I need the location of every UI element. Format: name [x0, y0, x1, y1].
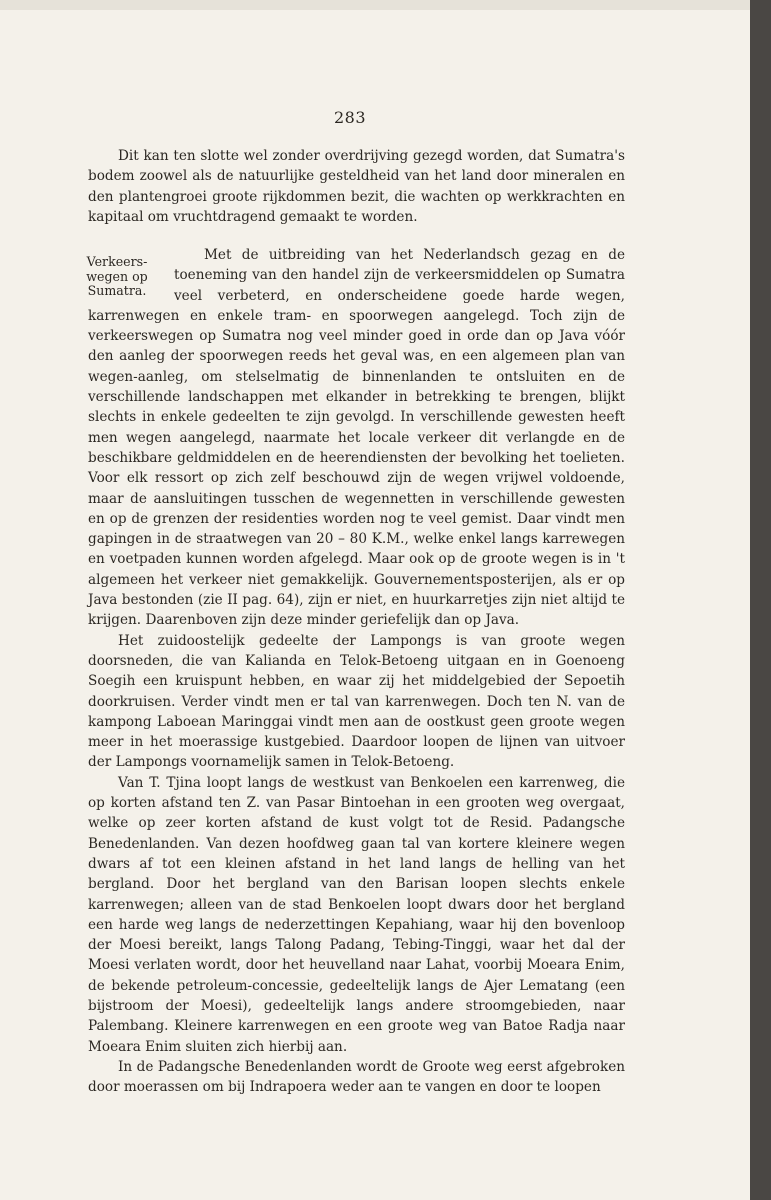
intro-paragraph-block: [88, 146, 625, 227]
main-text-block: [88, 245, 625, 1097]
paragraph-5: In de Padangsche Benedenlanden wordt de Groote weg eerst afgebroken door moerassen om bij Indrapoera weder aan te vangen en door te loopen: [88, 1058, 625, 1096]
paragraph-2: Met de uitbreiding van het Nederlandsch gezag en de toeneming van den handel zijn de verkeersmiddelen op Sumatra veel verbeterd, en onderscheidene goede harde wegen, karrenwegen en enkele tram- en spoorwegen aangelegd. Toch zijn de verkeerswegen op Sumatra nog veel minder goed in orde dan op Java vóór den aanleg der spoorwegen reeds het geval was, en een algemeen plan van wegen-aanleg, om stelselmatig de binnenlanden te ontsluiten en de verschillende landschappen met elkander in betrekking te brengen, blijkt slechts in enkele gedeelten te zijn gevolgd. In verschillende gewesten heeft men wegen aangelegd, naarmate het locale verkeer dit verlangde en de beschikbare geldmiddelen en de heerendiensten der bevolking het toelieten. Voor elk ressort op zich zelf beschouwd zijn de wegen vrijwel voldoende, maar de aansluitingen tusschen de wegennetten in verschillende gewesten en op de grenzen der residenties worden nog te veel gemist. Daar vindt men gapingen in de straatwegen van 20 – 80 K.M., welke enkel langs karrewegen en voetpaden kunnen worden afgelegd. Maar ook op de groote wegen is in 't algemeen het verkeer niet gemakkelijk. Gouvernementsposterijen, als er op Java bestonden (zie II pag. 64), zijn er niet, en huurkarretjes zijn niet altijd te krijgen. Daarenboven zijn deze minder geriefelijk dan op Java.: [88, 247, 625, 629]
margin-note: Verkeers-wegen op Sumatra.: [86, 254, 148, 298]
paragraph-4: Van T. Tjina loopt langs de westkust van Benkoelen een karrenweg, die op korten afstand ten Z. van Pasar Bintoehan in een grooten weg overgaat, welke op zeer korten afstand de kust volgt tot de Resid. Padangsche Benedenlanden. Van dezen hoofdweg gaan tal van kortere kleinere wegen dwars af tot een kleinen afstand in het land langs de helling van het bergland. Door het bergland van den Barisan loopen slechts enkele karrenwegen; alleen van de stad Benkoelen loopt dwars door het bergland een harde weg langs de nederzettingen Kepahiang, waar hij den bovenloop der Moesi bereikt, langs Talong Padang, Tebing-Tinggi, waar het dal der Moesi verlaten wordt, door het heuvelland naar Lahat, voorbij Moeara Enim, de bekende petroleum-concessie, gedeeltelijk langs de Ajer Lematang (een bijstroom der Moesi), gedeeltelijk langs andere stroomgebieden, naar Palembang. Kleinere karrenwegen en een groote weg van Batoe Radja naar Moeara Enim sluiten zich hierbij aan.: [88, 774, 625, 1055]
margin-note-wrap: [74, 245, 174, 305]
paragraph-3: Het zuidoostelijk gedeelte der Lampongs is van groote wegen doorsneden, die van Kalianda en Telok-Betoeng uitgaan en in Goenoeng Soegih een kruispunt hebben, en waar zij het middelgebied der Sepoetih doorkruisen. Verder vindt men er tal van karrenwegen. Doch ten N. van de kampong Laboean Maringgai vindt men aan de oostkust geen groote wegen meer in het moerassige kustgebied. Daardoor loopen de lijnen van uitvoer der Lampongs voornamelijk samen in Telok-Betoeng.: [88, 632, 625, 771]
page-number: 283: [333, 108, 367, 127]
page-top-edge: [0, 0, 750, 10]
page-binding-edge: [750, 0, 771, 1200]
paragraph-1: Dit kan ten slotte wel zonder overdrijving gezegd worden, dat Sumatra's bodem zoowel als de natuurlijke gesteldheid van het land door mineralen en den plantengroei groote rijkdommen bezit, die wachten op werkkrachten en kapitaal om vruchtdragend gemaakt te worden.: [88, 148, 625, 225]
